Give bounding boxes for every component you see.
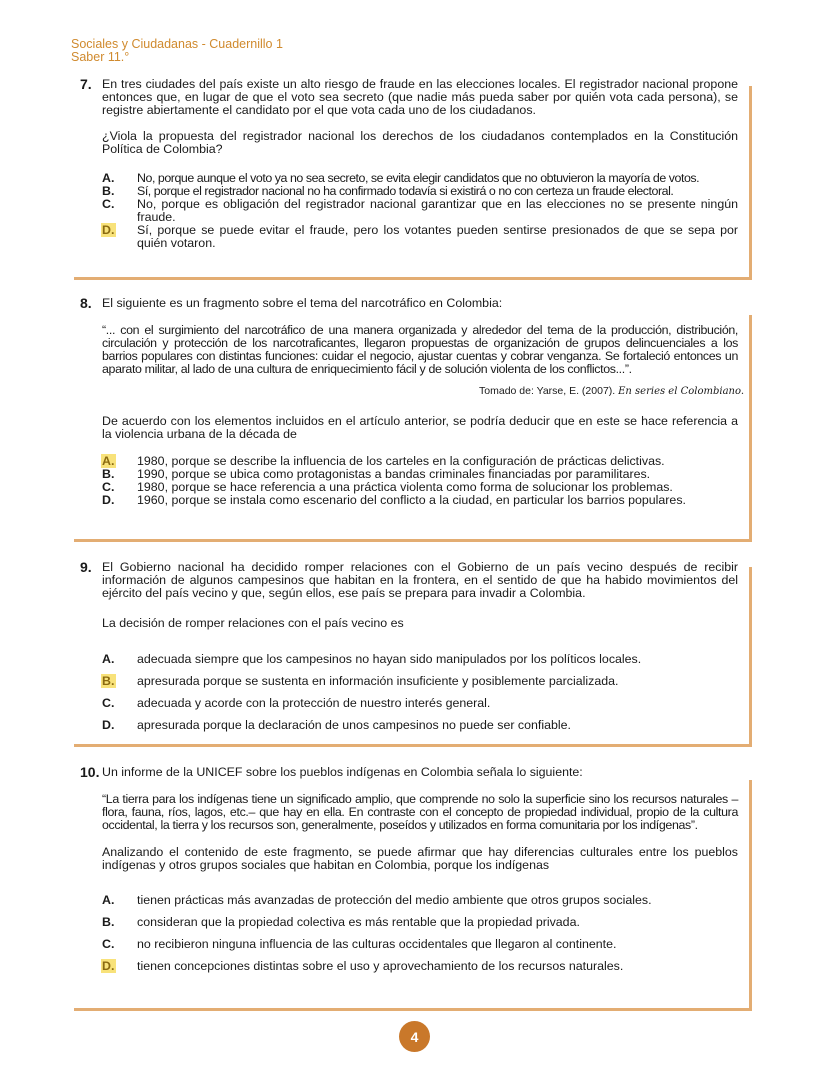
frame-bottom <box>74 744 752 747</box>
question-number: 10. <box>80 764 100 780</box>
option-c[interactable]: C. 1980, porque se hace referencia a una práctica violenta como forma de solucionar los problemas. <box>102 480 673 494</box>
question-prompt: De acuerdo con los elementos incluidos en el artículo anterior, se podría deducir que en este se hace referencia a la violencia urbana de la década de <box>102 414 738 441</box>
frame-right <box>749 315 752 542</box>
quoted-fragment: “... con el surgimiento del narcotráfico de una manera organizada y alrededor del tema de la producción, distribución, circulación y protección de los narcotraficantes, llegaron propuestas de organización de grupos delincuenciales a los barrios populares con distintas funciones: cuidar el negocio, ajustar cuentas y cobrar venganza. Se fortaleció entonces un aparato militar, al lado de una cultura de enriquecimiento fácil y de solución violenta de los conflictos...”. <box>102 323 738 376</box>
question-number: 8. <box>80 295 92 311</box>
options-list <box>80 172 752 250</box>
option-a[interactable]: A. No, porque aunque el voto ya no sea secreto, se evita elegir candidatos que no obtuvieron la mayoría de votos. <box>102 171 700 185</box>
option-a[interactable]: A. tienen prácticas más avanzadas de protección del medio ambiente que otros grupos sociales. <box>102 893 652 907</box>
option-b[interactable]: B. 1990, porque se ubica como protagonistas a bandas criminales financiadas por paramilitares. <box>102 467 651 481</box>
citation: Tomado de: Yarse, E. (2007). En series el Colombiano. <box>479 385 744 397</box>
option-a[interactable]: A. adecuada siempre que los campesinos no hayan sido manipulados por los políticos locales. <box>102 652 642 666</box>
option-c[interactable]: C. No, porque es obligación del registrador nacional garantizar que en las elecciones no se presente ningún fraude. <box>102 197 738 224</box>
option-b[interactable]: B. Sí, porque el registrador nacional no ha confirmado todavía si existirá o no con certeza un fraude electoral. <box>102 184 674 198</box>
quoted-fragment: “La tierra para los indígenas tiene un significado amplio, que comprende no solo la superficie sino los recursos naturales –flora, fauna, ríos, lagos, etc.– que hay en ella. En contraste con el concepto de propiedad individual, propio de la cultura occidental, la tierra y los recursos son, generalmente, poseídos y utilizados en forma comunitaria por los indígenas”. <box>102 792 738 832</box>
frame-bottom <box>74 1008 752 1011</box>
page-header <box>71 38 283 64</box>
option-a[interactable]: A. 1980, porque se describe la influencia de los carteles en la configuración de prácticas delictivas. <box>102 454 665 468</box>
question-stem: 10. Un informe de la UNICEF sobre los pueblos indígenas en Colombia señala lo siguiente: <box>80 764 583 780</box>
option-d[interactable]: D. Sí, porque se puede evitar el fraude, pero los votantes pueden sentirse presionados de que se sepa por quién votaron. <box>102 223 738 250</box>
question-10 <box>80 766 752 1011</box>
options-list <box>80 455 752 507</box>
question-prompt: Analizando el contenido de este fragmento, se puede afirmar que hay diferencias culturales entre los pueblos indígenas y otros grupos sociales que habitan en Colombia, porque los indígenas <box>102 845 738 872</box>
page-number-badge: 4 <box>399 1021 430 1052</box>
answer-highlight: D. <box>102 223 115 237</box>
question-9 <box>80 561 752 747</box>
option-d[interactable]: D. 1960, porque se instala como escenario del conflicto a la ciudad, en particular los barrios populares. <box>102 493 686 507</box>
question-prompt: La decisión de romper relaciones con el país vecino es <box>102 616 404 630</box>
option-c[interactable]: C. no recibieron ninguna influencia de las culturas occidentales que llegaron al continente. <box>102 937 617 951</box>
answer-highlight: D. <box>102 959 115 973</box>
frame-bottom <box>74 277 752 280</box>
answer-highlight: A. <box>102 454 115 468</box>
option-b[interactable]: B. consideran que la propiedad colectiva es más rentable que la propiedad privada. <box>102 915 580 929</box>
question-number: 9. <box>80 559 92 575</box>
answer-highlight: B. <box>102 674 115 688</box>
option-b[interactable]: B. apresurada porque se sustenta en información insuficiente y posiblemente parcializada. <box>102 674 619 688</box>
question-8 <box>80 297 752 542</box>
options-list <box>80 653 752 732</box>
frame-right <box>749 780 752 1011</box>
question-7 <box>80 78 752 280</box>
option-d[interactable]: D. apresurada porque la declaración de unos campesinos no puede ser confiable. <box>102 718 571 732</box>
exam-name: Saber 11.° <box>71 50 130 64</box>
question-stem: 8. El siguiente es un fragmento sobre el tema del narcotráfico en Colombia: <box>80 295 503 311</box>
booklet-title: Sociales y Ciudadanas - Cuadernillo 1 <box>71 37 283 51</box>
option-c[interactable]: C. adecuada y acorde con la protección de nuestro interés general. <box>102 696 491 710</box>
option-d[interactable]: D. tienen concepciones distintas sobre el uso y aprovechamiento de los recursos naturales. <box>102 959 624 973</box>
options-list <box>80 894 752 973</box>
frame-bottom <box>74 539 752 542</box>
question-number: 7. <box>80 76 92 92</box>
question-stem: 9. El Gobierno nacional ha decidido romper relaciones con el Gobierno de un país vecino después de recibir información de algunos campesinos que habitan en la frontera, en el sentido de que ha habido movimientos del ejército del país vecino y que, según ellos, ese país se prepara para invadir a Colombia. <box>80 559 738 600</box>
question-prompt: ¿Viola la propuesta del registrador nacional los derechos de los ciudadanos contemplados en la Constitución Política de Colombia? <box>102 129 738 156</box>
question-stem: 7. En tres ciudades del país existe un alto riesgo de fraude en las elecciones locales. El registrador nacional propone entonces que, en lugar de que el voto sea secreto (que nadie más pueda saber por quién vota cada persona), se registre abiertamente el candidato por el que vota cada uno de los ciudadanos. <box>80 76 738 117</box>
